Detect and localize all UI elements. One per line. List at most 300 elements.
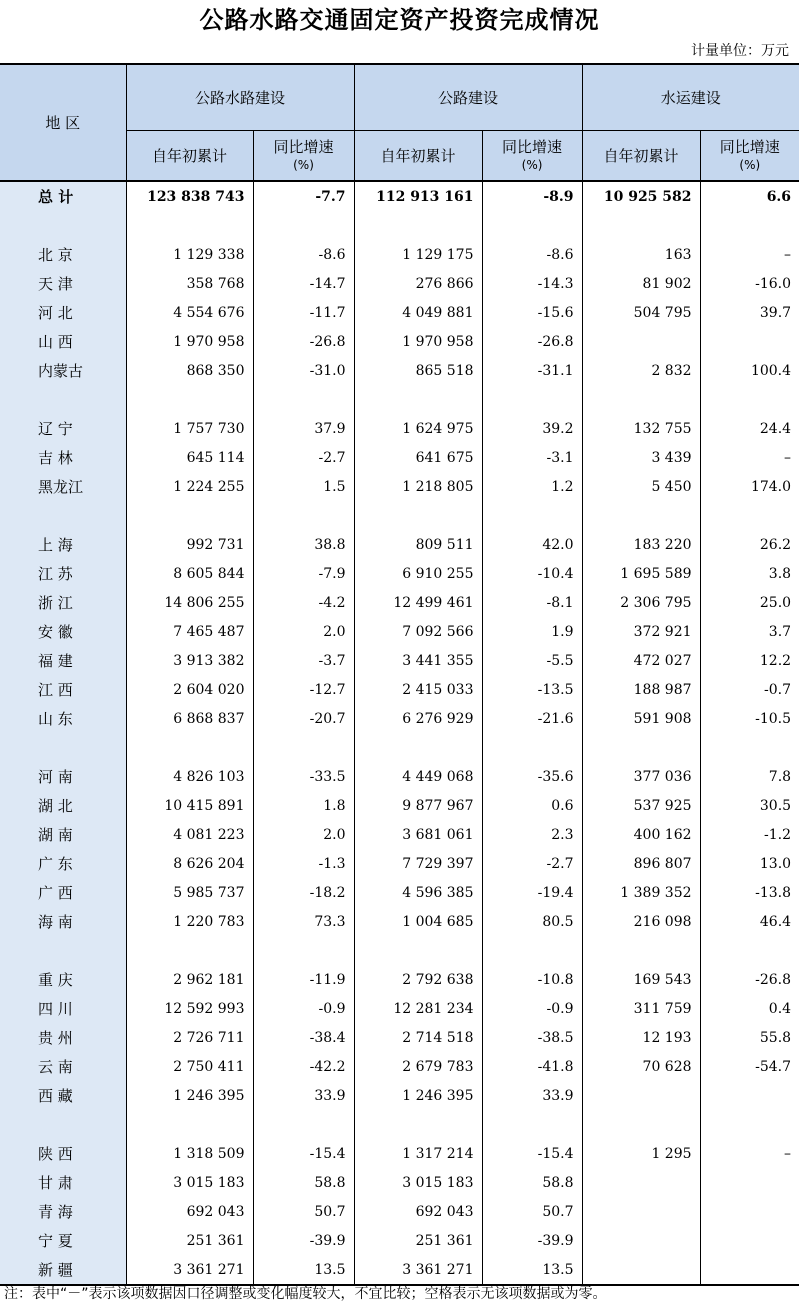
highway-growth-cell: -5.5	[482, 646, 582, 675]
waterway-growth-cell: -26.8	[755, 971, 792, 988]
table-row	[0, 414, 799, 443]
highway-growth-cell: -15.6	[482, 298, 582, 327]
waterway-cumulative-cell: 2 306 795	[582, 588, 700, 617]
highway-growth-cell: -13.5	[482, 675, 582, 704]
waterway-cumulative-cell: 3 439	[582, 443, 700, 472]
highway-cumulative-cell: 1 004 685	[354, 907, 482, 936]
highway-cumulative-cell: 2 679 783	[354, 1052, 482, 1081]
region-cell: 河 北	[0, 298, 126, 327]
total-row	[0, 181, 799, 211]
spacer-cell	[354, 733, 482, 762]
total-growth-cell: -2.7	[253, 443, 354, 472]
region-cell: 海 南	[0, 907, 126, 936]
total-growth-cell: -38.4	[253, 1023, 354, 1052]
total-growth-cell: 1.8	[253, 791, 354, 820]
waterway-growth-cell: 3.8	[768, 565, 792, 582]
total-cumulative-cell: 1 224 255	[126, 472, 253, 501]
total-cumulative-cell: 14 806 255	[126, 588, 253, 617]
highway-cumulative-cell: 865 518	[354, 356, 482, 385]
waterway-cumulative-cell: 216 098	[582, 907, 700, 936]
total-growth-cell: -11.9	[253, 965, 354, 994]
total-growth-cell: -12.7	[253, 675, 354, 704]
spacer-cell	[253, 1110, 354, 1139]
header-growth: 同比增速 (%)	[253, 131, 354, 182]
waterway-growth-cell: 30.5	[759, 797, 792, 814]
highway-cumulative-cell: 251 361	[354, 1226, 482, 1255]
spacer-cell	[582, 1110, 700, 1139]
waterway-cumulative-cell: 504 795	[582, 298, 700, 327]
spacer-cell	[700, 501, 799, 530]
region-cell: 天 津	[0, 269, 126, 298]
total-cumulative-cell: 1 757 730	[126, 414, 253, 443]
highway-cumulative-cell: 3 681 061	[354, 820, 482, 849]
region-cell: 河 南	[0, 762, 126, 791]
table-row	[0, 820, 799, 849]
highway-growth-cell: 39.2	[482, 414, 582, 443]
spacer-cell	[0, 936, 126, 965]
table-row	[0, 240, 799, 269]
table-row	[0, 965, 799, 994]
header-group-highway: 公路建设	[354, 64, 582, 131]
waterway-cumulative-cell	[582, 1226, 700, 1255]
highway-cumulative-cell: 641 675	[354, 443, 482, 472]
highway-growth-cell: -31.1	[482, 356, 582, 385]
highway-cumulative-cell: 4 449 068	[354, 762, 482, 791]
table-row	[0, 849, 799, 878]
waterway-growth-cell: 25.0	[759, 594, 792, 611]
spacer-cell	[700, 385, 799, 414]
spacer-cell	[126, 936, 253, 965]
total-growth-cell: 38.8	[253, 530, 354, 559]
spacer-cell	[354, 501, 482, 530]
total-growth-cell: 13.5	[253, 1255, 354, 1285]
table-row	[0, 675, 799, 704]
total-growth-cell: -7.7	[253, 181, 354, 211]
total-cumulative-cell: 4 826 103	[126, 762, 253, 791]
waterway-growth-cell	[700, 327, 799, 356]
waterway-growth-cell: 55.8	[759, 1029, 792, 1046]
spacer-cell	[354, 211, 482, 240]
total-growth-cell: -11.7	[253, 298, 354, 327]
spacer-cell	[126, 211, 253, 240]
total-cumulative-cell: 2 750 411	[126, 1052, 253, 1081]
total-cumulative-cell: 10 415 891	[126, 791, 253, 820]
region-cell: 山 东	[0, 704, 126, 733]
total-growth-cell: -31.0	[253, 356, 354, 385]
spacer-cell	[354, 385, 482, 414]
total-growth-cell: 50.7	[253, 1197, 354, 1226]
highway-cumulative-cell: 7 092 566	[354, 617, 482, 646]
header-cumulative: 自年初累计	[354, 131, 482, 182]
waterway-growth-cell: 39.7	[759, 304, 792, 321]
waterway-growth-cell: -13.8	[755, 884, 792, 901]
highway-cumulative-cell: 2 792 638	[354, 965, 482, 994]
highway-growth-cell: -0.9	[482, 994, 582, 1023]
spacer-cell	[482, 733, 582, 762]
total-cumulative-cell: 645 114	[126, 443, 253, 472]
waterway-cumulative-cell: 400 162	[582, 820, 700, 849]
waterway-growth-cell: -54.7	[755, 1058, 792, 1075]
waterway-growth-cell: -10.5	[755, 710, 792, 727]
waterway-growth-cell: 174.0	[750, 478, 792, 495]
waterway-cumulative-cell	[582, 1168, 700, 1197]
waterway-growth-cell: -16.0	[755, 275, 792, 292]
highway-growth-cell: 1.2	[482, 472, 582, 501]
total-cumulative-cell: 8 605 844	[126, 559, 253, 588]
total-cumulative-cell: 8 626 204	[126, 849, 253, 878]
waterway-growth-cell	[700, 1168, 799, 1197]
total-growth-cell: 2.0	[253, 820, 354, 849]
spacer-cell	[0, 733, 126, 762]
waterway-cumulative-cell: 132 755	[582, 414, 700, 443]
highway-growth-cell: -14.3	[482, 269, 582, 298]
highway-growth-cell: -10.4	[482, 559, 582, 588]
waterway-growth-cell	[700, 1255, 799, 1285]
highway-growth-cell: -39.9	[482, 1226, 582, 1255]
total-growth-cell: 2.0	[253, 617, 354, 646]
highway-growth-cell: -2.7	[482, 849, 582, 878]
spacer-cell	[482, 211, 582, 240]
highway-growth-cell: -41.8	[482, 1052, 582, 1081]
header-cumulative: 自年初累计	[582, 131, 700, 182]
total-cumulative-cell: 7 465 487	[126, 617, 253, 646]
waterway-cumulative-cell: 1 295	[582, 1139, 700, 1168]
region-cell: 吉 林	[0, 443, 126, 472]
waterway-growth-cell: 46.4	[759, 913, 792, 930]
waterway-growth-cell: 3.7	[768, 623, 792, 640]
header-region: 地 区	[0, 64, 126, 181]
table-row	[0, 1139, 799, 1168]
region-cell: 青 海	[0, 1197, 126, 1226]
waterway-cumulative-cell: 12 193	[582, 1023, 700, 1052]
header-group-total: 公路水路建设	[126, 64, 354, 131]
total-growth-cell: -39.9	[253, 1226, 354, 1255]
table-row	[0, 646, 799, 675]
highway-growth-cell: 2.3	[482, 820, 582, 849]
waterway-cumulative-cell: 188 987	[582, 675, 700, 704]
table-row	[0, 472, 799, 501]
spacer-row	[0, 733, 799, 762]
highway-growth-cell: -19.4	[482, 878, 582, 907]
region-cell: 浙 江	[0, 588, 126, 617]
waterway-cumulative-cell	[582, 1197, 700, 1226]
region-cell: 江 西	[0, 675, 126, 704]
total-cumulative-cell: 2 726 711	[126, 1023, 253, 1052]
total-cumulative-cell: 6 868 837	[126, 704, 253, 733]
total-cumulative-cell: 3 913 382	[126, 646, 253, 675]
highway-cumulative-cell: 3 441 355	[354, 646, 482, 675]
header-growth: 同比增速 (%)	[700, 131, 799, 182]
highway-cumulative-cell: 6 276 929	[354, 704, 482, 733]
spacer-cell	[700, 1110, 799, 1139]
spacer-cell	[0, 385, 126, 414]
highway-cumulative-cell: 1 218 805	[354, 472, 482, 501]
spacer-cell	[126, 1110, 253, 1139]
waterway-cumulative-cell: 311 759	[582, 994, 700, 1023]
highway-growth-cell: -38.5	[482, 1023, 582, 1052]
waterway-growth-cell: 7.8	[768, 768, 792, 785]
highway-cumulative-cell: 6 910 255	[354, 559, 482, 588]
highway-growth-cell: 1.9	[482, 617, 582, 646]
region-cell: 黑龙江	[0, 472, 126, 501]
spacer-cell	[354, 936, 482, 965]
highway-cumulative-cell: 1 624 975	[354, 414, 482, 443]
region-cell: 新 疆	[0, 1255, 126, 1285]
region-cell: 广 东	[0, 849, 126, 878]
spacer-cell	[354, 1110, 482, 1139]
waterway-growth-cell: -0.7	[764, 681, 792, 698]
highway-growth-cell: 42.0	[482, 530, 582, 559]
header-growth: 同比增速 (%)	[482, 131, 582, 182]
region-cell: 云 南	[0, 1052, 126, 1081]
highway-cumulative-cell: 1 970 958	[354, 327, 482, 356]
total-growth-cell: -3.7	[253, 646, 354, 675]
table-row	[0, 1197, 799, 1226]
spacer-cell	[482, 501, 582, 530]
table-row	[0, 994, 799, 1023]
highway-cumulative-cell: 2 415 033	[354, 675, 482, 704]
waterway-cumulative-cell: 591 908	[582, 704, 700, 733]
highway-growth-cell: 33.9	[482, 1081, 582, 1110]
highway-cumulative-cell: 276 866	[354, 269, 482, 298]
spacer-cell	[126, 733, 253, 762]
footnote: 注：表中“－”表示该项数据因口径调整或变化幅度较大，不宜比较；空格表示无该项数据或为零。	[4, 1286, 607, 1302]
highway-cumulative-cell: 1 246 395	[354, 1081, 482, 1110]
spacer-cell	[253, 733, 354, 762]
waterway-growth-cell: -1.2	[764, 826, 792, 843]
waterway-growth-cell	[700, 1226, 799, 1255]
highway-cumulative-cell: 12 499 461	[354, 588, 482, 617]
highway-growth-cell: -3.1	[482, 443, 582, 472]
highway-growth-cell: 80.5	[482, 907, 582, 936]
waterway-growth-cell	[700, 1197, 799, 1226]
table-row	[0, 1226, 799, 1255]
header-group-waterway: 水运建设	[582, 64, 799, 131]
total-growth-cell: -15.4	[253, 1139, 354, 1168]
spacer-row	[0, 211, 799, 240]
total-growth-cell: -0.9	[253, 994, 354, 1023]
total-cumulative-cell: 12 592 993	[126, 994, 253, 1023]
unit-label: 计量单位：万元	[691, 43, 789, 59]
waterway-cumulative-cell: 537 925	[582, 791, 700, 820]
spacer-cell	[482, 936, 582, 965]
total-growth-cell: -20.7	[253, 704, 354, 733]
highway-cumulative-cell: 1 129 175	[354, 240, 482, 269]
region-cell: 四 川	[0, 994, 126, 1023]
spacer-cell	[582, 211, 700, 240]
waterway-cumulative-cell	[582, 1081, 700, 1110]
highway-growth-cell: -35.6	[482, 762, 582, 791]
total-cumulative-cell: 4 554 676	[126, 298, 253, 327]
spacer-cell	[253, 936, 354, 965]
table-row	[0, 443, 799, 472]
waterway-cumulative-cell	[582, 327, 700, 356]
waterway-growth-cell: 0.4	[768, 1000, 792, 1017]
waterway-growth-cell: –	[784, 1145, 792, 1162]
table-row	[0, 1255, 799, 1285]
region-cell: 陕 西	[0, 1139, 126, 1168]
highway-growth-cell: -26.8	[482, 327, 582, 356]
total-growth-cell: -18.2	[253, 878, 354, 907]
total-growth-cell: 37.9	[253, 414, 354, 443]
highway-growth-cell: 0.6	[482, 791, 582, 820]
region-cell: 湖 南	[0, 820, 126, 849]
highway-growth-cell: -8.1	[482, 588, 582, 617]
table-row	[0, 878, 799, 907]
total-cumulative-cell: 5 985 737	[126, 878, 253, 907]
total-growth-cell: -33.5	[253, 762, 354, 791]
spacer-row	[0, 385, 799, 414]
total-growth-cell: -4.2	[253, 588, 354, 617]
spacer-row	[0, 1110, 799, 1139]
spacer-cell	[0, 1110, 126, 1139]
total-growth-cell: -7.9	[253, 559, 354, 588]
table-row	[0, 1023, 799, 1052]
spacer-cell	[582, 501, 700, 530]
region-cell: 湖 北	[0, 791, 126, 820]
spacer-row	[0, 501, 799, 530]
highway-growth-cell: -8.6	[482, 240, 582, 269]
waterway-growth-cell: 26.2	[759, 536, 792, 553]
spacer-cell	[126, 501, 253, 530]
spacer-row	[0, 936, 799, 965]
region-cell: 宁 夏	[0, 1226, 126, 1255]
total-cumulative-cell: 123 838 743	[126, 181, 253, 211]
total-cumulative-cell: 251 361	[126, 1226, 253, 1255]
table-row	[0, 269, 799, 298]
highway-cumulative-cell: 4 596 385	[354, 878, 482, 907]
spacer-cell	[482, 1110, 582, 1139]
highway-cumulative-cell: 3 361 271	[354, 1255, 482, 1285]
total-cumulative-cell: 2 604 020	[126, 675, 253, 704]
table-row	[0, 559, 799, 588]
highway-growth-cell: -8.9	[482, 181, 582, 211]
highway-cumulative-cell: 12 281 234	[354, 994, 482, 1023]
header-cumulative: 自年初累计	[126, 131, 253, 182]
total-cumulative-cell: 1 970 958	[126, 327, 253, 356]
region-cell: 西 藏	[0, 1081, 126, 1110]
highway-cumulative-cell: 809 511	[354, 530, 482, 559]
region-cell: 山 西	[0, 327, 126, 356]
total-cumulative-cell: 4 081 223	[126, 820, 253, 849]
waterway-cumulative-cell: 2 832	[582, 356, 700, 385]
table-row	[0, 1168, 799, 1197]
total-cumulative-cell: 1 246 395	[126, 1081, 253, 1110]
total-cumulative-cell: 1 129 338	[126, 240, 253, 269]
table-row	[0, 617, 799, 646]
table-row	[0, 791, 799, 820]
waterway-cumulative-cell: 183 220	[582, 530, 700, 559]
waterway-cumulative-cell: 10 925 582	[582, 181, 700, 211]
total-growth-cell: 33.9	[253, 1081, 354, 1110]
spacer-cell	[253, 211, 354, 240]
spacer-cell	[253, 385, 354, 414]
waterway-cumulative-cell: 1 389 352	[582, 878, 700, 907]
waterway-growth-cell: 6.6	[766, 188, 792, 205]
waterway-cumulative-cell: 472 027	[582, 646, 700, 675]
table-row	[0, 1081, 799, 1110]
waterway-cumulative-cell: 163	[582, 240, 700, 269]
spacer-cell	[0, 501, 126, 530]
total-cumulative-cell: 358 768	[126, 269, 253, 298]
total-growth-cell: -42.2	[253, 1052, 354, 1081]
waterway-cumulative-cell: 372 921	[582, 617, 700, 646]
highway-growth-cell: -21.6	[482, 704, 582, 733]
region-cell: 重 庆	[0, 965, 126, 994]
region-cell: 安 徽	[0, 617, 126, 646]
page-title: 公路水路交通固定资产投资完成情况	[199, 6, 600, 34]
total-growth-cell: 1.5	[253, 472, 354, 501]
region-cell: 江 苏	[0, 559, 126, 588]
table-row	[0, 704, 799, 733]
total-growth-cell: -26.8	[253, 327, 354, 356]
highway-cumulative-cell: 692 043	[354, 1197, 482, 1226]
spacer-cell	[582, 936, 700, 965]
table-body	[0, 181, 799, 1285]
region-cell: 福 建	[0, 646, 126, 675]
total-cumulative-cell: 992 731	[126, 530, 253, 559]
table-row	[0, 298, 799, 327]
total-cumulative-cell: 1 318 509	[126, 1139, 253, 1168]
total-cumulative-cell: 3 361 271	[126, 1255, 253, 1285]
region-cell: 上 海	[0, 530, 126, 559]
total-cumulative-cell: 2 962 181	[126, 965, 253, 994]
total-growth-cell: 58.8	[253, 1168, 354, 1197]
waterway-cumulative-cell: 169 543	[582, 965, 700, 994]
highway-cumulative-cell: 4 049 881	[354, 298, 482, 327]
highway-cumulative-cell: 7 729 397	[354, 849, 482, 878]
spacer-cell	[700, 211, 799, 240]
region-cell: 甘 肃	[0, 1168, 126, 1197]
table-row	[0, 588, 799, 617]
spacer-cell	[700, 733, 799, 762]
waterway-cumulative-cell: 5 450	[582, 472, 700, 501]
table-row	[0, 356, 799, 385]
total-cumulative-cell: 1 220 783	[126, 907, 253, 936]
region-cell: 广 西	[0, 878, 126, 907]
total-growth-cell: -1.3	[253, 849, 354, 878]
investment-table	[0, 63, 799, 1286]
spacer-cell	[582, 733, 700, 762]
total-growth-cell: -14.7	[253, 269, 354, 298]
highway-cumulative-cell: 112 913 161	[354, 181, 482, 211]
waterway-cumulative-cell: 1 695 589	[582, 559, 700, 588]
highway-cumulative-cell: 9 877 967	[354, 791, 482, 820]
waterway-cumulative-cell: 377 036	[582, 762, 700, 791]
waterway-cumulative-cell	[582, 1255, 700, 1285]
total-cumulative-cell: 868 350	[126, 356, 253, 385]
highway-cumulative-cell: 1 317 214	[354, 1139, 482, 1168]
region-cell: 贵 州	[0, 1023, 126, 1052]
table-row	[0, 762, 799, 791]
region-cell: 总 计	[0, 181, 126, 211]
waterway-growth-cell: 100.4	[750, 362, 792, 379]
waterway-cumulative-cell: 81 902	[582, 269, 700, 298]
waterway-growth-cell: –	[784, 449, 792, 466]
region-cell: 辽 宁	[0, 414, 126, 443]
waterway-cumulative-cell: 70 628	[582, 1052, 700, 1081]
highway-growth-cell: -15.4	[482, 1139, 582, 1168]
total-growth-cell: -8.6	[253, 240, 354, 269]
waterway-growth-cell: 13.0	[759, 855, 792, 872]
waterway-growth-cell: 24.4	[759, 420, 792, 437]
highway-growth-cell: 50.7	[482, 1197, 582, 1226]
highway-growth-cell: 58.8	[482, 1168, 582, 1197]
spacer-cell	[700, 936, 799, 965]
highway-cumulative-cell: 2 714 518	[354, 1023, 482, 1052]
highway-cumulative-cell: 3 015 183	[354, 1168, 482, 1197]
spacer-cell	[582, 385, 700, 414]
